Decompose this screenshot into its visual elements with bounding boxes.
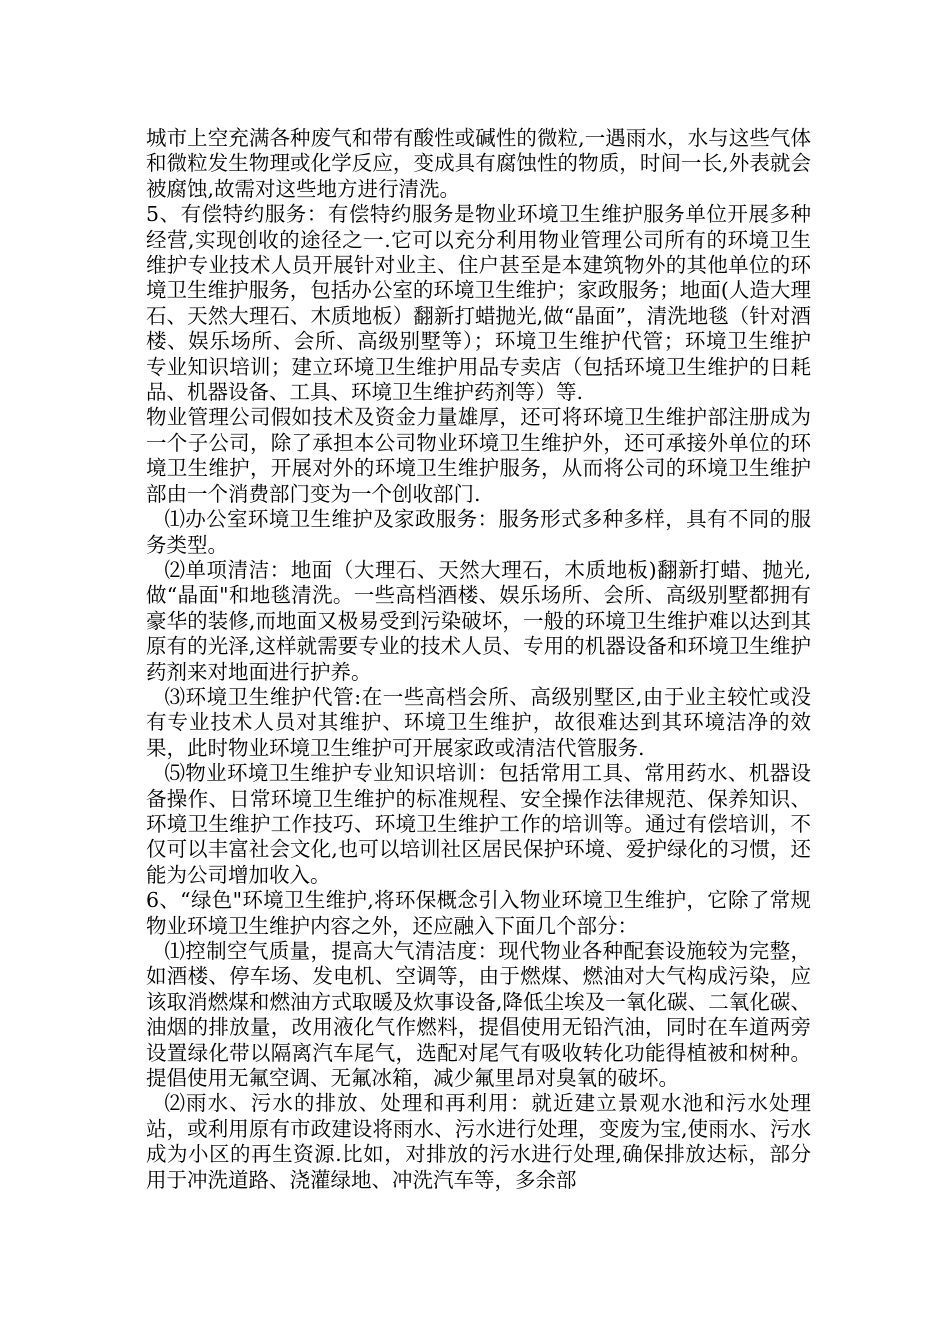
paragraph-item-1-air-quality: ⑴控制空气质量，提高大气清洁度：现代物业各种配套设施较为完整，如酒楼、停车场、发电机、空调等，由于燃煤、燃油对大气构成污染，应该取消燃煤和燃油方式取暖及炊事设备,降低尘埃及一氧化碳、二氧化碳、油烟的排放量，改用液化气作燃料，提倡使用无铅汽油，同时在车道两旁设置绿化带以隔离汽车尾气，选配对尾气有吸收转化功能得植被和树种。提倡使用无氟空调、无氟冰箱，减少氟里昂对臭氧的破坏。 (146, 939, 811, 1091)
paragraph-city-air: 城市上空充满各种废气和带有酸性或碱性的微粒,一遇雨水，水与这些气体和微粒发生物理或化学反应，变成具有腐蚀性的物质，时间一长,外表就会被腐蚀,故需对这些地方进行清洗。 (146, 126, 811, 201)
paragraph-item-3-custody: ⑶环境卫生维护代管:在一些高档会所、高级别墅区,由于业主较忙或没有专业技术人员对其维护、环境卫生维护，故很难达到其环境洁净的效果，此时物业环境卫生维护可开展家政或清洁代管服务. (146, 684, 811, 760)
paragraph-paid-service: 5、有偿特约服务：有偿特约服务是物业环境卫生维护服务单位开展多种经营,实现创收的途径之一.它可以充分利用物业管理公司所有的环境卫生维护专业技术人员开展针对业主、住户甚至是本建筑物外的其他单位的环境卫生维护服务，包括办公室的环境卫生维护；家政服务；地面(人造大理石、天然大理石、木质地板）翻新打蜡抛光,做“晶面”，清洗地毯（针对酒楼、娱乐场所、会所、高级别墅等）；环境卫生维护代管；环境卫生维护专业知识培训；建立环境卫生维护用品专卖店（包括环境卫生维护的日耗品、机器设备、工具、环境卫生维护药剂等）等. (146, 202, 811, 405)
paragraph-item-2-water: ⑵雨水、污水的排放、处理和再利用：就近建立景观水池和污水处理站，或利用原有市政建设将雨水、污水进行处理，变废为宝,使雨水、污水成为小区的再生资源.比如，对排放的污水进行处理,确保排放达标，部分用于冲洗道路、浇灌绿地、冲洗汽车等，多余部 (146, 1091, 811, 1192)
document-page (146, 126, 811, 1193)
paragraph-item-5-training: ⑸物业环境卫生维护专业知识培训：包括常用工具、常用药水、机器设备操作、日常环境卫生维护的标准规程、安全操作法律规范、保养知识、环境卫生维护工作技巧、环境卫生维护工作的培训等。通过有偿培训，不仅可以丰富社会文化,也可以培训社区居民保护环境、爱护绿化的习惯，还能为公司增加收入。 (146, 761, 811, 887)
paragraph-green-maintenance: 6、“绿色"环境卫生维护,将环保概念引入物业环境卫生维护，它除了常规物业环境卫生维护内容之外，还应融入下面几个部分： (146, 888, 811, 938)
paragraph-subsidiary: 物业管理公司假如技术及资金力量雄厚，还可将环境卫生维护部注册成为一个子公司，除了承担本公司物业环境卫生维护外，还可承接外单位的环境卫生维护，开展对外的环境卫生维护服务，从而将公司的环境卫生维护部由一个消费部门变为一个创收部门. (146, 405, 811, 506)
paragraph-item-2-single-clean: ⑵单项清洁：地面（大理石、天然大理石，木质地板)翻新打蜡、抛光,做“晶面"和地毯清洗。一些高档酒楼、娱乐场所、会所、高级别墅都拥有豪华的装修,而地面又极易受到污染破坏，一般的环境卫生维护难以达到其原有的光泽,这样就需要专业的技术人员、专用的机器设备和环境卫生维护药剂来对地面进行护养。 (146, 557, 811, 684)
paragraph-item-1-office: ⑴办公室环境卫生维护及家政服务：服务形式多种多样，具有不同的服务类型。 (146, 507, 811, 557)
